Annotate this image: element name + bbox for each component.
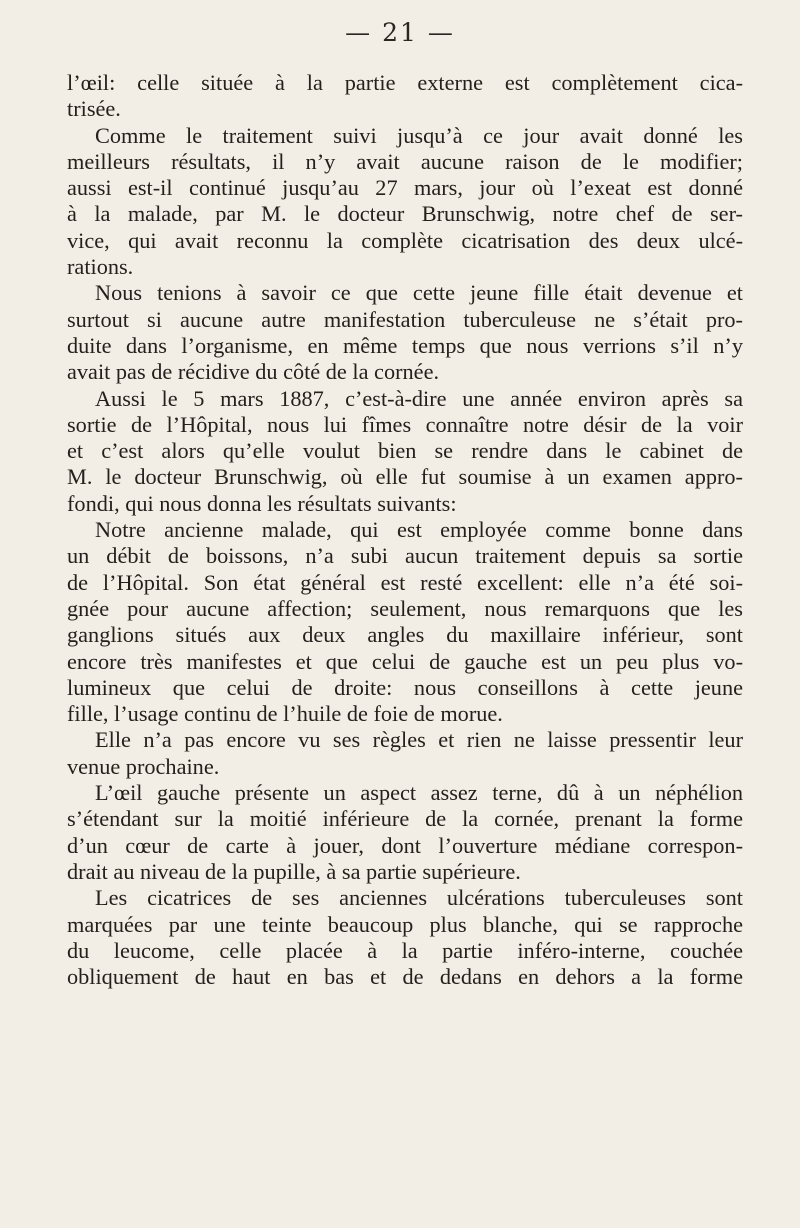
text-line: sortie de l’Hôpital, nous lui fîmes connaître notre désir de la voir: [67, 411, 743, 437]
text-line: Les cicatrices de ses anciennes ulcérations tuberculeuses sont: [95, 885, 743, 911]
text-line: Comme le traitement suivi jusqu’à ce jour avait donné les: [95, 122, 743, 148]
paragraph: [67, 780, 743, 885]
text-line: venue prochaine.: [67, 753, 220, 779]
paragraph: [67, 517, 743, 727]
text-line: s’étendant sur la moitié inférieure de la cornée, prenant la forme: [67, 806, 743, 832]
text-line: L’œil gauche présente un aspect assez terne, dû à un néphélion: [95, 780, 743, 806]
text-line: trisée.: [67, 96, 121, 122]
text-line: fondi, qui nous donna les résultats suivants:: [67, 490, 457, 516]
text-line: gnée pour aucune affection; seulement, nous remarquons que les: [67, 595, 743, 621]
text-line: Elle n’a pas encore vu ses règles et rien ne laisse pressentir leur: [95, 727, 743, 753]
text-line: marquées par une teinte beaucoup plus blanche, qui se rapproche: [67, 911, 743, 937]
text-line: de l’Hôpital. Son état général est resté excellent: elle n’a été soi-: [67, 569, 743, 595]
paragraph: [67, 386, 743, 517]
text-line: aussi est-il continué jusqu’au 27 mars, jour où l’exeat est donné: [67, 175, 743, 201]
text-line: d’un cœur de carte à jouer, dont l’ouverture médiane correspon-: [67, 832, 743, 858]
text-line: Notre ancienne malade, qui est employée comme bonne dans: [95, 517, 743, 543]
text-line: encore très manifestes et que celui de gauche est un peu plus vo-: [67, 648, 743, 674]
paragraph: [67, 885, 743, 990]
text-line: obliquement de haut en bas et de dedans en dehors a la forme: [67, 964, 743, 990]
text-line: drait au niveau de la pupille, à sa partie supérieure.: [67, 858, 521, 884]
text-line: vice, qui avait reconnu la complète cicatrisation des deux ulcé-: [67, 227, 743, 253]
text-line: du leucome, celle placée à la partie inféro-interne, couchée: [67, 937, 743, 963]
text-line: avait pas de récidive du côté de la cornée.: [67, 359, 440, 385]
body-text: [67, 70, 743, 990]
text-line: ganglions situés aux deux angles du maxillaire inférieur, sont: [67, 622, 743, 648]
text-line: lumineux que celui de droite: nous conseillons à cette jeune: [67, 674, 743, 700]
text-line: Aussi le 5 mars 1887, c’est-à-dire une année environ après sa: [95, 385, 743, 411]
text-line: duite dans l’organisme, en même temps que nous verrions s’il n’y: [67, 332, 743, 358]
text-line: fille, l’usage continu de l’huile de foie de morue.: [67, 701, 503, 727]
text-line: à la malade, par M. le docteur Brunschwig, notre chef de ser-: [67, 201, 743, 227]
text-line: Nous tenions à savoir ce que cette jeune fille était devenue et: [95, 280, 743, 306]
text-line: l’œil: celle située à la partie externe est complètement cica-: [67, 70, 743, 95]
page-number: — 21 —: [345, 18, 455, 47]
paragraph: [67, 280, 743, 385]
text-line: un débit de boissons, n’a subi aucun traitement depuis sa sortie: [67, 543, 743, 569]
text-line: M. le docteur Brunschwig, où elle fut soumise à un examen appro-: [67, 464, 743, 490]
paragraph: [67, 70, 743, 123]
paragraph: [67, 727, 743, 780]
text-line: rations.: [67, 254, 134, 280]
text-line: surtout si aucune autre manifestation tuberculeuse ne s’était pro-: [67, 306, 743, 332]
text-line: et c’est alors qu’elle voulut bien se rendre dans le cabinet de: [67, 438, 743, 464]
text-line: meilleurs résultats, il n’y avait aucune raison de le modifier;: [67, 148, 743, 174]
paragraph: [67, 123, 743, 281]
